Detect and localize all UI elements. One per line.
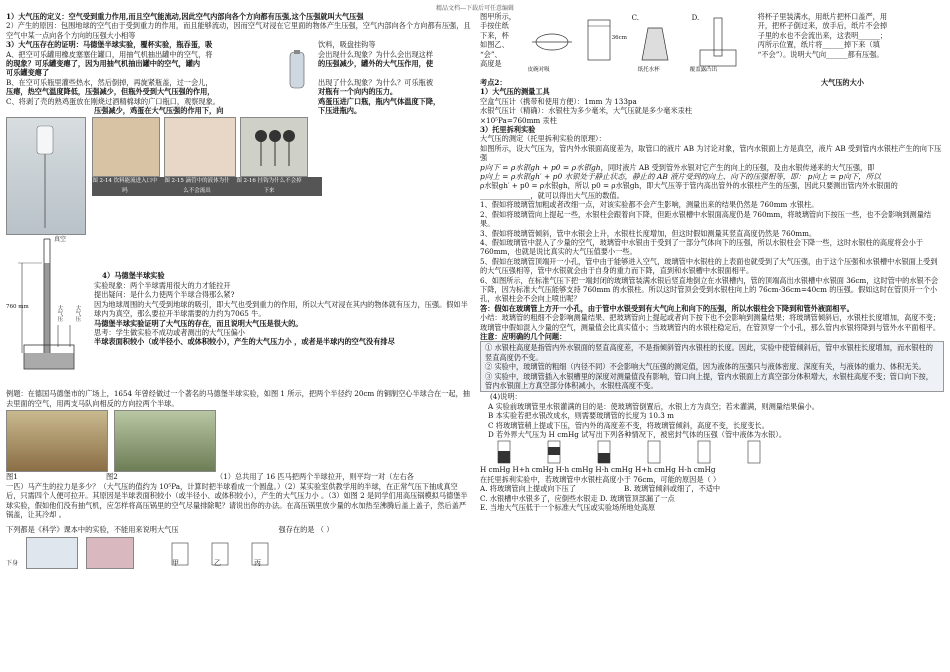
exp-b-line-2: 出现了什么现象？为什么？可乐瓶被 [318, 77, 434, 87]
right-line-0f: 高度是 [480, 59, 502, 69]
fig-c-label: C. [631, 14, 639, 22]
mm36-label: 36cm [611, 35, 627, 41]
cause-text: 2）产生的原因：包围地球的空气由于受到重力的作用，而且能够流动，因而空气对浸在它里面的物体产生压强，空气内部向各个方向都有压强，且空气中某一点向各个方向的压强大小相等 [6, 21, 471, 40]
atm-label-2: 大气压 [74, 305, 81, 322]
photo-caption-2: 图 2-15 滴管中的液体为什么不会流出 [164, 178, 230, 194]
mercury-line: 水银气压计（精确）：水银柱为多少毫米，大气压就是多少毫米汞柱 [480, 106, 693, 116]
formula-down-text: ，同时液片 AB 受到管外水银对它产生的向上的压强，及由水银传递来的大气压强，即 [600, 162, 875, 172]
formula-equal: p向上 = p向下，所以 [807, 172, 881, 182]
exp-a-answer: 的现象？可乐罐变瘪了，因为用抽气机抽出罐中的空气，罐内 [6, 59, 201, 69]
example-continued: 一匹）马产生的拉力是多少？（大气压的值约为 10⁵Pa，计算时把半球看成一个圆盘。）（2）某实验室供教学用的半球，在正常气压下抽成真空后，只需四个人便可拉开。其原因是半球表面积较小（或半径小、或体积较小），产生的大气压力小 。（3）如图 2 是同学们用高压锅模拟马德堡半球实验，假如他们没有抽气机，应怎样将高压锅里的空气尽量排除呢？请说出你的办法。在高压锅里放少量的水加热至沸腾后盖上盖子，然后盖严锅盖，让其冷却 。 [6, 481, 468, 519]
exp-b-line: B、在空可乐瓶里灌些热水，然后倒掉，再旋紧瓶盖，过一会儿， [6, 77, 213, 87]
point-1: 1、假如将玻璃管加粗或者改细一点，对该实验都不会产生影响，测量出来的结果仍然是 760mm 水银柱。 [480, 200, 819, 210]
straw-drink-photo [92, 117, 160, 177]
exp-a-answer-3: 的压强减少，罐外的大气压作用，使 [318, 59, 434, 69]
choice-question: 下列都是《科学》课本中的实验，不能用来说明大气压 [6, 525, 179, 535]
note-b: B 本实验若把水银改成水，则需要玻璃管的长度为 10.3 m [488, 411, 674, 421]
magdeburg-title: 4）马德堡半球实验 [102, 271, 165, 281]
note-1: ① 水银柱高度是指管内外水银面的竖直高度差，不是指倾斜管内水银柱的长度。因此，实验中使管倾斜后，管中水银柱长度增加，而水银柱的竖直高度仍不变。 [485, 343, 933, 362]
pic-label-jia: 甲 [172, 558, 180, 567]
right-line-0: 图甲所示， [480, 12, 516, 21]
exp-c-answer-3: 下压进瓶内。 [318, 106, 362, 116]
hand-picture [86, 537, 134, 569]
note-2: ② 实验中，玻璃管的粗细（内径不同）不会影响大气压强的测定值，因为液体的压强只与液体密度、深度有关，与液体的重力、体积无关。 [485, 362, 926, 372]
summary-line: 小结：玻璃管的粗细不会影响测量结果、把玻璃管向上提起或者向下按下也不会影响到测量结果；将玻璃管倾斜后，水银柱长度增加，高度不变；玻璃管中假如混入少量的空气，测量值会比真实值小；当玻璃管内的水银柱稳定后，在管顶穿一个小孔，那么管内水银将降到与管外水平面相平。 [480, 313, 941, 332]
fig1-label: 图1 [6, 472, 18, 482]
photo-caption-3: 图 2-16 挂钩为什么不会掉下来 [236, 178, 302, 194]
topic-2-label: 考点2： [480, 78, 507, 87]
formula-result: ρ水银gh′ + p0 = ρ水银gh，所以 p0 = ρ水银gh，即大气压等于管内高出管外的水银柱产生的压强，因此只要测出管内外水银面的______________，就可以得出大气压的数值。 [480, 181, 898, 200]
proof-line: 3）大气压存在的证明：马德堡半球实验，覆杯实验，瓶吞蛋，吸 [6, 40, 213, 50]
aneroid-line: 空盒气压计（携带和使用方便）：1mm 为 133pa [480, 96, 637, 106]
bag-picture [26, 537, 78, 569]
note-4: (4)说明： [490, 392, 522, 402]
magdeburg-line-2: 提出疑问：是什么力使两个半球合得那么紧? [94, 290, 235, 300]
gas-pressures: H cmHg H+h cmHg H-h cmHg H-h cmHg H+h cmHg H-h cmHg [480, 465, 716, 475]
magdeburg-line-5: 思考：学生做实验不成功或者测出的大气压偏小 [94, 327, 245, 337]
hook-photo [240, 117, 308, 177]
note-title: 注意：应明确的几个问题： [480, 331, 567, 341]
magdeburg-line-4: 马德堡半球实验证明了大气压的存在，而且说明大气压是很大的。 [94, 318, 303, 328]
cup-text-3: 子里的水也不会流出来，这表明______； [757, 30, 888, 40]
cup-text-2: 开，把杯子倒过来，放手后，纸片不会掉 [757, 21, 888, 31]
dropper-photo [164, 117, 236, 177]
cup-text-4: 丙所示位置，纸片将______掉下来（填 [757, 40, 880, 50]
answer-line: 答：假如在玻璃管上方开一小孔，由于管中水银受到有大气向上和向下的压强，所以水银柱会下降到和管外液面相平。 [480, 303, 854, 313]
formula-up: p向上 = ρ水银gh′ + p0 水银处于静止状态，静止的 AB 液片受到的向上、向下的压强相等，即： [480, 172, 806, 182]
left-column [6, 12, 472, 569]
principle-desc: 如图所示，设大气压为，管内外水银面高度差为，取管口的液片 AB 为讨论对象，管内水银面上方是真空，液片 AB 受到管内水银柱产生的向下压强 [480, 143, 942, 163]
option-c: C. 水银槽中水银多了，应倒些水银走 D. 玻璃管顶部漏了一点 [480, 493, 675, 503]
note-3: ③ 实验中，玻璃管插入水银槽里的深度对测量值没有影响，管口向上提，管内水银面上方真空部分体积增大，水银柱高度不变；管口向下按，管内水银面上方真空部分体积减小，水银柱高度不变。 [485, 371, 933, 390]
iv-drip-photo [6, 117, 86, 235]
horses-picture [6, 410, 108, 472]
fig-a-caption: 皮碗对吸 [527, 67, 550, 73]
option-e: E. 当地大气压低于一个标准大气压或实验场所地处高原 [480, 503, 656, 513]
topic-2-title: 大气压的大小 [820, 78, 864, 87]
exp-a-line-2: 会出现什么现象？为什么会出现这样 [318, 49, 434, 59]
fig-b-caption: 纸托水杯 [637, 67, 660, 73]
gas-tubes-figure [480, 439, 944, 465]
point-6: 6、如图所示，在标准气压下把一端封闭的玻璃管装满水银后竖直地倒立在水银槽内，管的顶端高出水银槽中水银面 36cm，这时管中的水银不会下降，因为标准大气压能够支持 760mm 的水银柱。所以这时管顶会受到水银柱向上的 76cm-36cm=40cm 的压强。假如这时在管顶开一个小孔，水银柱会不会向上喷出呢？ [480, 275, 939, 304]
exp-c-line: C、将剥了壳的熟鸡蛋放在刚烧过酒精棉球的广口瓶口，观察现象。 [6, 96, 220, 106]
note-c: C 将玻璃管稍上提或下压，管内外的高度差不变，将玻璃管倾斜，高度不变，长度变长。 [488, 420, 769, 430]
experiment-figures [524, 12, 754, 78]
apparatus-picture [142, 539, 292, 569]
torricelli-question: 在托里拆利实验中，若玻璃管中水银柱高度小于 76cm，可能的原因是（ ） [480, 474, 721, 484]
tools-title: 1）大气压的测量工具 [480, 87, 550, 97]
example-q1: （1）总共用了 16 匹马把两个半球拉开，则平均一对（左右各 [216, 472, 414, 482]
right-line-0b: 手按住纸 [480, 21, 509, 31]
principle-line: 大气压的测定（托里拆利实验的原理）： [480, 134, 606, 144]
note-a: A 实验前玻璃管里水银灌满的目的是：使玻璃管倒置后，水银上方为真空；若未灌满，则测量结果偏小。 [488, 401, 819, 411]
exp-a-answer-2: 可乐罐变瘪了 [6, 68, 50, 78]
height-760-label: 760 mm [6, 304, 29, 311]
right-line-0c: 下来，杯 [480, 30, 509, 40]
option-a: A. 将玻璃管向上提或向下压了 [480, 484, 577, 494]
formula-down: p向下 = ρ水银gh + p0 = ρ水银gh [480, 162, 601, 172]
pressure-cooker-picture [114, 410, 216, 472]
vacuum-label: 真空 [54, 236, 67, 244]
exp-c-answer-2: 鸡蛋压进广口瓶，瓶内气体温度下降， [318, 96, 441, 106]
pic-label-yi: 乙 [214, 558, 222, 567]
definition-text: 1）大气压的定义：空气受到重力作用,而且空气能流动,因此空气内部向各个方向都有压强,这个压强就叫大气压强 [6, 12, 364, 21]
proof-line-2: 饮料，吸盘挂钩等 [318, 40, 376, 50]
exp-b-answer-2: 对瓶有一个向内的压力。 [318, 87, 398, 97]
right-line-0e: “会”、 [480, 49, 502, 59]
cup-text-1: 将杯子里装满水，用纸片把杯口盖严，用 [757, 12, 888, 21]
exp-c-answer: 压强减少，鸡蛋在大气压强的作用下，向 [94, 106, 224, 116]
point-3: 3、假如将玻璃管倾斜，管中水银会上升，水银柱长度增加，但这时假如测量其竖直高度仍然是 760mm。 [480, 228, 817, 238]
right-column [480, 12, 944, 512]
down-label: 下身 [6, 560, 19, 568]
torricelli-diagram [6, 235, 90, 385]
magdeburg-line-3: 因为地球周围的大气受到地球的吸引，即大气也受到重力的作用，所以大气对浸在其内的物体就有压力，压强。假如半球内为真空，那么要拉开半球需要的力约为7065 牛。 [94, 299, 468, 319]
pic-label-bing: 丙 [254, 558, 262, 567]
atm-label-1: 大气压 [56, 305, 63, 322]
option-b: B. 玻璃管倾斜或细了，不适中 [624, 484, 721, 494]
magdeburg-line-6: 半球表面积较小（或半径小、或体积较小），产生的大气压力小 ，或者是半球内的空气没有排尽 [94, 337, 395, 347]
torricelli-title: 3）托里拆利实验 [480, 125, 536, 135]
point-5: 5、假如在玻璃管顶端开一小孔，管中由于能够进入空气，玻璃管中水银柱的上表面也就受到了大气压强，由于这个压强和水银槽中水银面上受到的大气压强相等，管中水银就会由于自身的重力而下降，直到和水银槽中水银面相平。 [480, 256, 938, 276]
exp-b-answer: 压瘪，热空气温度降低，压强减少，但瓶外受到大气压强的作用， [6, 87, 215, 97]
bottle-image [286, 50, 308, 115]
point-4: 4、假如玻璃管中混入了少量的空气，玻璃管中水银由于受到了一部分气体向下的压强，所以水银柱会下降一些，这时水银柱的高度将会小于 760mm，也就是说比真实的大气压值要小一些。 [480, 237, 924, 257]
note-d: D 若外界大气压为 H cmHg 试写出下列各种情况下，被密封气体的压强（管中液体为水银）。 [488, 430, 787, 440]
right-line-0d: 如图乙、 [480, 40, 509, 50]
notes-box [480, 341, 944, 392]
point-2: 2、假如将玻璃管向上提起一些，水银柱会跟着向下降，但距水银槽中水银面高度仍是 760mm，将玻璃管向下按压一些，也不会影响到测量结果。 [480, 209, 932, 229]
magdeburg-line-1: 实验现象：两个半球需用很大的力才能拉开 [94, 280, 231, 290]
photo-caption-1: 图 2-14 饮料能流进入口中吗 [92, 178, 158, 194]
exp-a-line: A、把空可乐罐用橡皮塞塞住罐口，用抽气机抽出罐中的空气，将 [6, 49, 213, 59]
fig2-label: 图2 [106, 472, 118, 482]
page-header: 精品文档---下载后可任意编辑 [435, 5, 515, 12]
choice-question-2: 强存在的是 （ ） [278, 525, 334, 535]
fig-d-caption: 覆盖露凸出 [689, 67, 718, 73]
example-intro: 例题：在德国马德堡市的广场上，1654 年曾经做过一个著名的马德堡半球实验，如图 1 所示，把两个半径约 20cm 的铜制空心半球合在一起，抽去里面的空气，用两支马队向相反的方向拉两个半球。 [6, 389, 470, 408]
standard-line: ×10⁵Pa=760mm 汞柱 [480, 115, 557, 125]
fig-d-label: D. [691, 14, 700, 22]
cup-text-5: “不会”）。说明大气向______都有压强。 [757, 49, 884, 59]
